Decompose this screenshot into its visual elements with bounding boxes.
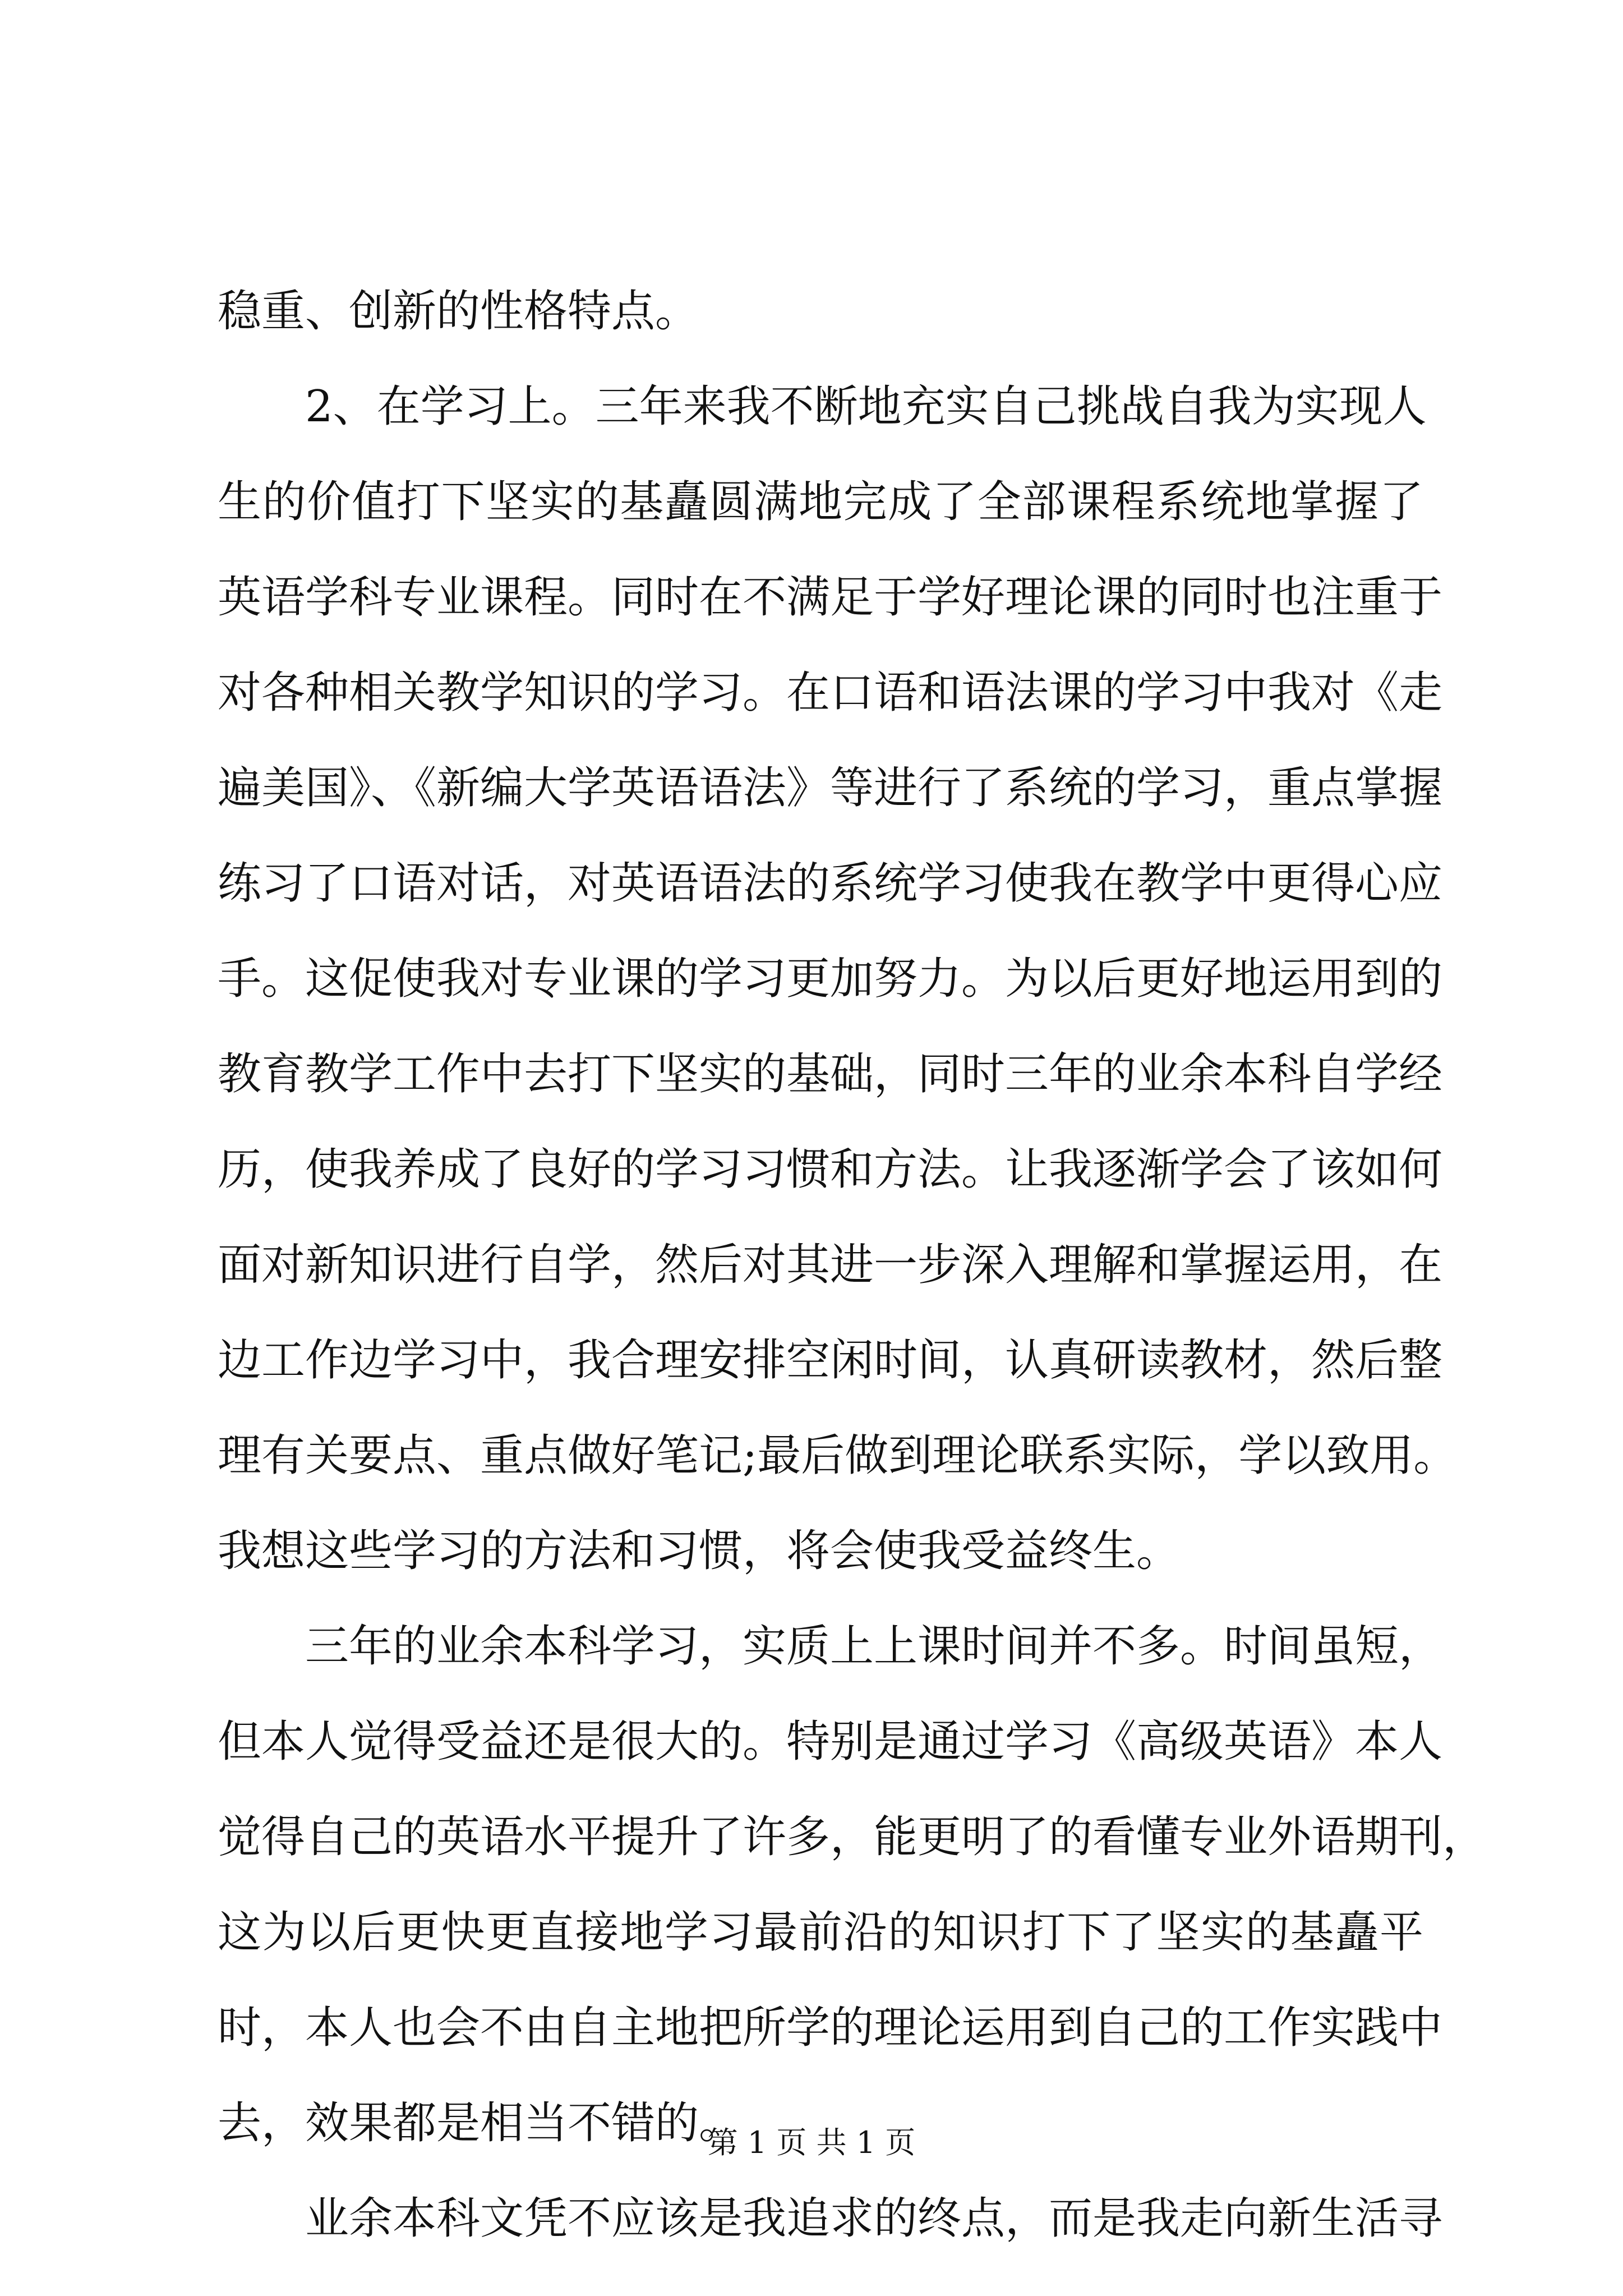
text-line: 时，本人也会不由自主地把所学的理论运用到自己的工作实践中 [218, 2003, 1443, 2053]
text-line: 遍美国》、《新编大学英语语法》等进行了系统的学习，重点掌握 [218, 763, 1443, 813]
page-footer: 第 1 页 共 1 页 [707, 2125, 916, 2160]
text-line: 对各种相关教学知识的学习。在口语和语法课的学习中我对《走 [218, 668, 1443, 718]
text-line: 觉得自己的英语水平提升了许多，能更明了的看懂专业外语期刊， [218, 1812, 1487, 1862]
text-line: 手。这促使我对专业课的学习更加努力。为以后更好地运用到的 [218, 954, 1443, 1004]
text-line: 这为以后更快更直接地学习最前沿的知识打下了坚实的基矗平 [218, 1907, 1423, 1958]
text-line: 但本人觉得受益还是很大的。特别是通过学习《高级英语》本人 [218, 1717, 1443, 1767]
text-line: 理有关要点、重点做好笔记;最后做到理论联系实际，学以致用。 [218, 1430, 1458, 1481]
body-text [218, 264, 1487, 2266]
text-line: 面对新知识进行自学，然后对其进一步深入理解和掌握运用，在 [218, 1240, 1443, 1290]
text-line: 2、在学习上。三年来我不断地充实自己挑战自我为实现人 [305, 381, 1427, 432]
text-line: 去，效果都是相当不错的。 [218, 2098, 743, 2148]
text-line: 边工作边学习中，我合理安排空闲时间，认真研读教材，然后整 [218, 1335, 1443, 1386]
text-line: 业余本科文凭不应该是我追求的终点，而是我走向新生活寻 [305, 2193, 1443, 2244]
text-line: 练习了口语对话，对英语语法的系统学习使我在教学中更得心应 [218, 858, 1443, 909]
text-line: 英语学科专业课程。同时在不满足于学好理论课的同时也注重于 [218, 572, 1443, 623]
text-line: 稳重、创新的性格特点。 [218, 286, 699, 337]
text-line: 我想这些学习的方法和习惯，将会使我受益终生。 [218, 1526, 1181, 1576]
text-line: 三年的业余本科学习，实质上上课时间并不多。时间虽短， [305, 1621, 1443, 1672]
text-line: 历，使我养成了良好的学习习惯和方法。让我逐渐学会了该如何 [218, 1144, 1443, 1195]
text-line: 教育教学工作中去打下坚实的基础，同时三年的业余本科自学经 [218, 1049, 1443, 1099]
text-line: 生的价值打下坚实的基矗圆满地完成了全部课程系统地掌握了 [218, 477, 1423, 527]
